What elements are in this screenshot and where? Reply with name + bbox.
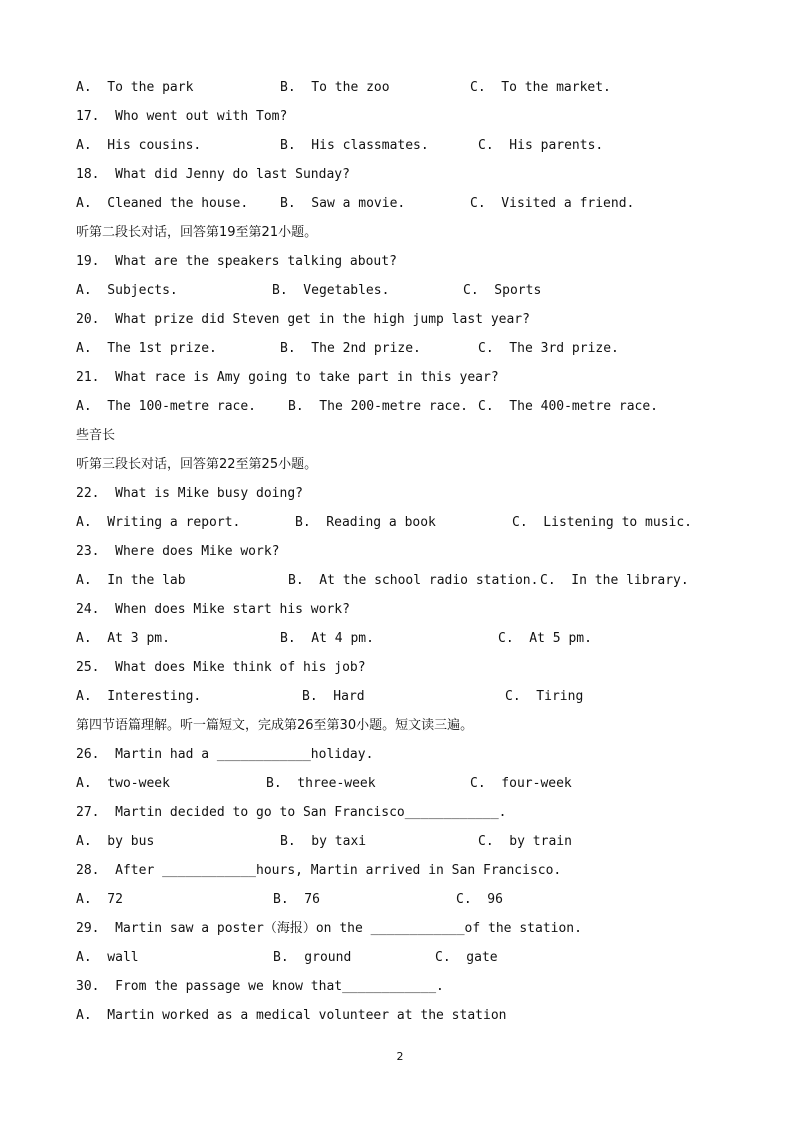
option-21-b: B. The 200-metre race. [288,399,469,414]
question-23: 23. Where does Mike work? [76,544,280,559]
option-22-c: C. Listening to music. [512,515,693,530]
option-19-c: C. Sports [463,283,542,298]
question-18: 18. What did Jenny do last Sunday? [76,167,350,182]
question-24: 24. When does Mike start his work? [76,602,350,617]
question-19: 19. What are the speakers talking about? [76,254,397,269]
question-27: 27. Martin decided to go to San Francisco____________. [76,805,507,820]
option-17-c: C. His parents. [478,138,604,153]
option-21-c: C. The 400-metre race. [478,399,659,414]
option-26-a: A. two-week [76,776,170,791]
option-27-a: A. by bus [76,834,155,849]
option-28-a: A. 72 [76,892,123,907]
option-28-c: C. 96 [456,892,503,907]
option-16-a: A. To the park [76,80,194,95]
option-24-c: C. At 5 pm. [498,631,592,646]
option-24-a: A. At 3 pm. [76,631,170,646]
question-29: 29. Martin saw a poster（海报）on the ____________of the station. [76,921,582,936]
question-26: 26. Martin had a ____________holiday. [76,747,374,762]
option-29-a: A. wall [76,950,139,965]
option-18-a: A. Cleaned the house. [76,196,249,211]
option-25-b: B. Hard [302,689,365,704]
option-30-a: A. Martin worked as a medical volunteer at the station [76,1008,507,1023]
stray-text: 些音长 [76,428,116,443]
section-heading-4: 第四节语篇理解。听一篇短文，完成第26至第30小题。短文读三遍。 [76,718,474,733]
question-17: 17. Who went out with Tom? [76,109,288,124]
section-heading-3: 听第三段长对话，回答第22至第25小题。 [76,457,318,472]
section-heading-2: 听第二段长对话，回答第19至第21小题。 [76,225,318,240]
option-21-a: A. The 100-metre race. [76,399,257,414]
option-22-b: B. Reading a book [295,515,436,530]
option-25-c: C. Tiring [505,689,584,704]
option-20-c: C. The 3rd prize. [478,341,619,356]
option-16-c: C. To the market. [470,80,611,95]
question-30: 30. From the passage we know that____________. [76,979,444,994]
option-27-b: B. by taxi [280,834,367,849]
option-23-a: A. In the lab [76,573,186,588]
option-24-b: B. At 4 pm. [280,631,374,646]
option-23-c: C. In the library. [540,573,689,588]
question-22: 22. What is Mike busy doing? [76,486,303,501]
option-29-c: C. gate [435,950,498,965]
option-20-a: A. The 1st prize. [76,341,217,356]
page-number: 2 [396,1050,404,1063]
question-25: 25. What does Mike think of his job? [76,660,366,675]
option-16-b: B. To the zoo [280,80,390,95]
option-27-c: C. by train [478,834,572,849]
option-28-b: B. 76 [273,892,320,907]
option-18-b: B. Saw a movie. [280,196,406,211]
option-17-a: A. His cousins. [76,138,202,153]
question-28: 28. After ____________hours, Martin arrived in San Francisco. [76,863,562,878]
option-22-a: A. Writing a report. [76,515,241,530]
option-19-a: A. Subjects. [76,283,178,298]
option-23-b: B. At the school radio station. [288,573,539,588]
option-18-c: C. Visited a friend. [470,196,635,211]
question-20: 20. What prize did Steven get in the high jump last year? [76,312,530,327]
option-26-c: C. four-week [470,776,572,791]
option-17-b: B. His classmates. [280,138,429,153]
option-29-b: B. ground [273,950,352,965]
option-26-b: B. three-week [266,776,376,791]
option-25-a: A. Interesting. [76,689,202,704]
question-21: 21. What race is Amy going to take part in this year? [76,370,499,385]
option-20-b: B. The 2nd prize. [280,341,421,356]
option-19-b: B. Vegetables. [272,283,390,298]
